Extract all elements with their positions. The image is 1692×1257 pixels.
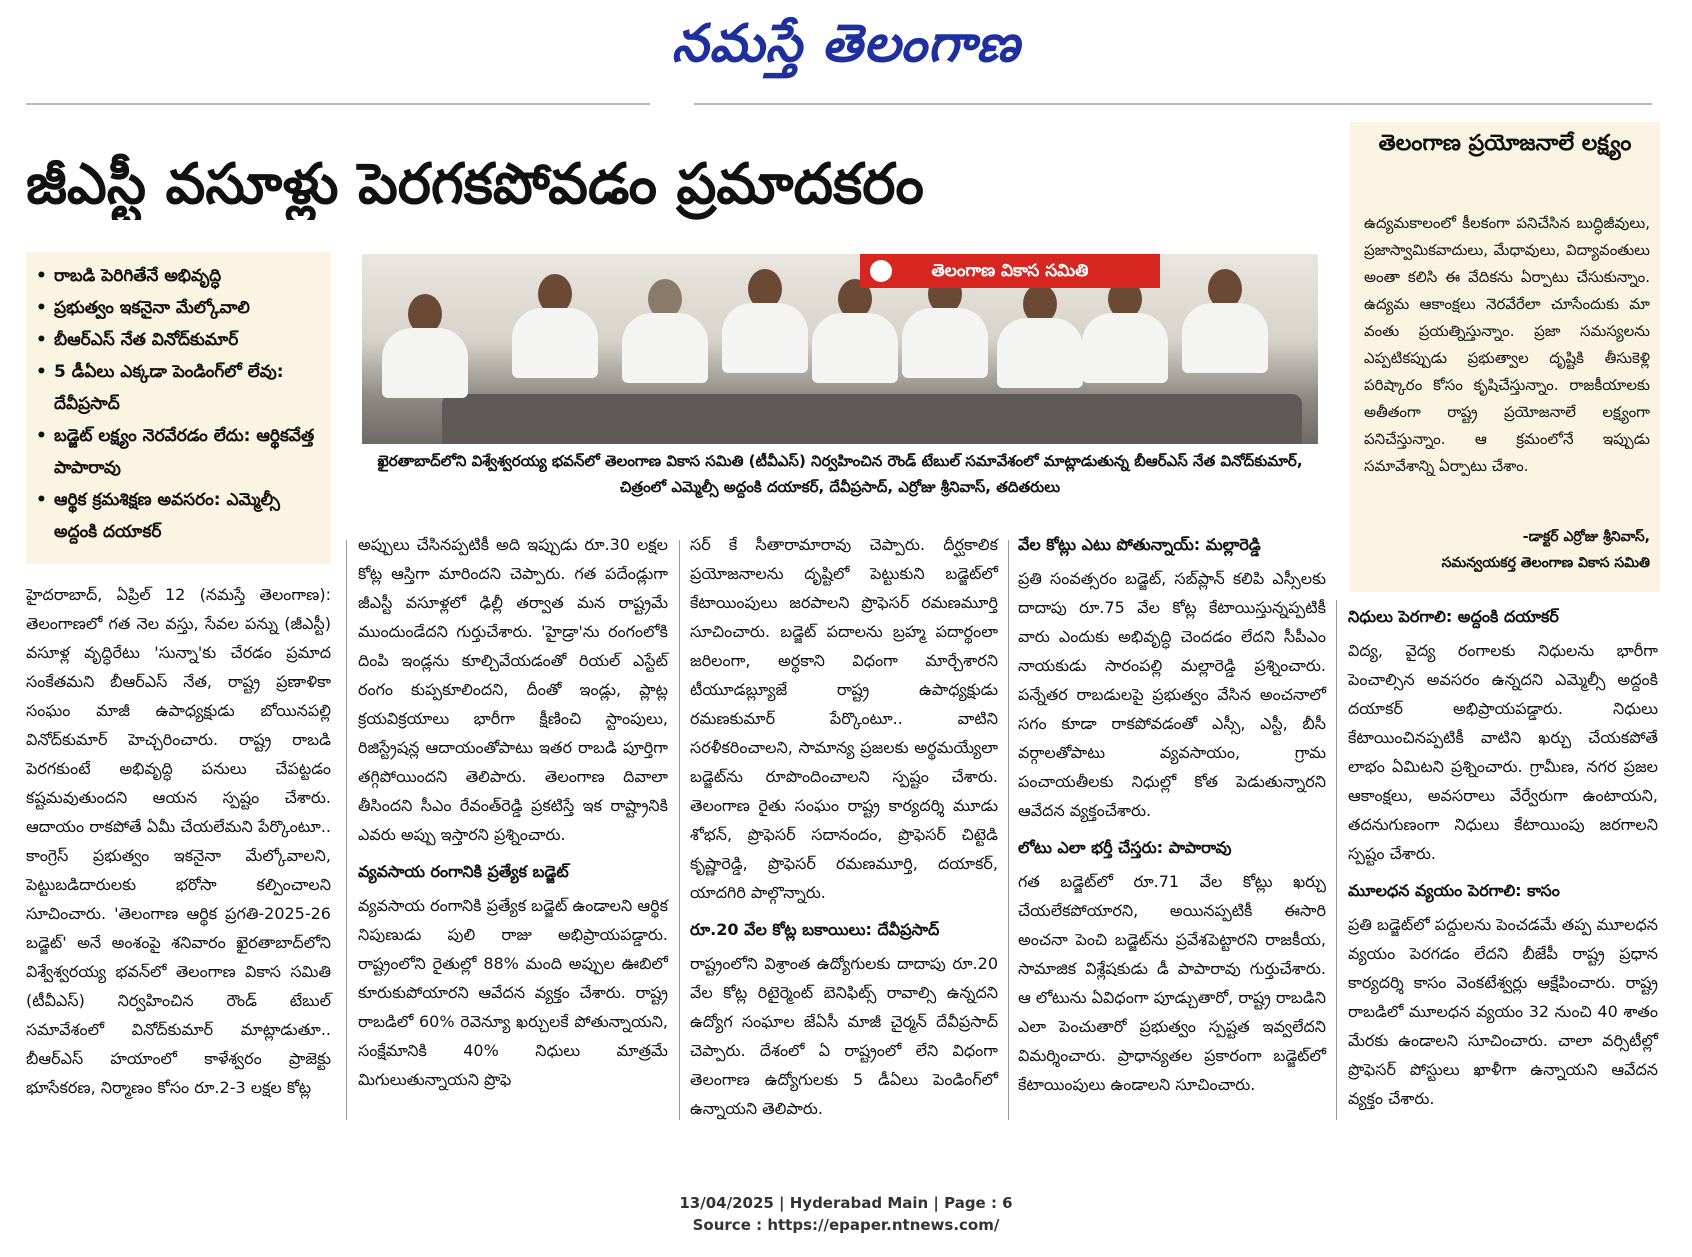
article-column-3 [690,530,998,1123]
column-subhead: లోటు ఎలా భర్తీ చేస్తరు: పాపారావు [1018,838,1232,857]
article-column-2 [358,530,668,1094]
column-text: గత బడ్జెట్‌లో రూ.71 వేల కోట్లు ఖర్చు చేయలేకపోయారని, అయినప్పటికీ ఈసారి అంచనా పెంచి బడ్జెట్‌ను ప్రవేశపెట్టారని రాజకీయ, సామాజిక విశ్లేషకుడు డీ పాపారావు గుర్తుచేశారు. ఆ లోటును ఏవిధంగా పూడ్చుతారో, రాష్ట్ర రాబడిని ఎలా పెంచుతారో ప్రభుత్వం స్పష్టత ఇవ్వలేదని విమర్శించారు. ప్రాధాన్యతల ప్రకారంగా బడ్జెట్‌లో కేటాయింపులు ఉండాలని సూచించారు. [1018,872,1326,1094]
highlight-item: • ప్రభుత్వం ఇకనైనా మేల్కోవాలి [34,292,326,324]
column-text: విద్య, వైద్య రంగాలకు నిధులను భారీగా పెంచాల్సిన అవసరం ఉన్నదని ఎమ్మెల్సీ అద్దంకి దయాకర్ అభిప్రాయపడ్డారు. నిధులు కేటాయించినప్పటికీ వాటిని ఖర్చు చేయకపోతే లాభం ఏమిటని ప్రశ్నించారు. గ్రామీణ, నగర ప్రజల ఆకాంక్షలు, అవసరాలు వేర్వేరుగా ఉంటాయని, తదనుగుణంగా నిధులు కేటాయింపు జరగాలని స్పష్టం చేశారు. [1348,641,1658,863]
article-column-4 [1018,530,1326,1099]
column-text: హైదరాబాద్, ఏప్రిల్ 12 (నమస్తే తెలంగాణ): తెలంగాణలో గత నెల వస్తు, సేవల పన్ను (జీఎస్టీ) వసూళ్ల వృద్ధిరేటు 'సున్నా'కు చేరడం ప్రమాద సంకేతమని బీఆర్‌ఎస్ నేత, రాష్ట్ర ప్రణాళికా సంఘం మాజీ ఉపాధ్యక్షుడు బోయినపల్లి వినోద్‌కుమార్ హెచ్చరించారు. రాష్ట్ర రాబడి పెరగకుంటే అభివృద్ధి పనులు చేపట్టడం కష్టమవుతుందని ఆయన స్పష్టం చేశారు. ఆదాయం రాకపోతే ఏమీ చేయలేమని పేర్కొంటూ.. కాంగ్రెస్ ప్రభుత్వం ఇకనైనా మేల్కోవాలని, పెట్టుబడిదారులకు భరోసా కల్పించాలని సూచించారు. 'తెలంగాణ ఆర్థిక ప్రగతి-2025-26 బడ్జెట్' అనే అంశంపై శనివారం ఖైరతాబాద్‌లోని విశ్వేశ్వరయ్య భవన్‌లో తెలంగాణ వికాస సమితి (టీవీఎస్) నిర్వహించిన రౌండ్ టేబుల్ సమావేశంలో వినోద్‌కుమార్ మాట్లాడుతూ.. బీఆర్‌ఎస్ హయాంలో కాళేశ్వరం ప్రాజెక్టు భూసేకరణ, నిర్మాణం కోసం రూ.2-3 లక్షల కోట్ల [26,585,331,1097]
column-text: అప్పులు చేసినప్పటికీ అది ఇప్పుడు రూ.30 లక్షల కోట్ల ఆస్తిగా మారిందని చెప్పారు. గత పదేండ్లుగా జీఎస్టీ వసూళ్లలో ఢిల్లీ తర్వాత మన రాష్ట్రమే ముందుండేదని గుర్తుచేశారు. 'హైడ్రా'ను రంగంలోకి దింపి ఇండ్లను కూల్చివేయడంతో రియల్ ఎస్టేట్ రంగం కుప్పకూలిందని, దీంతో ఇండ్లు, ప్లాట్ల క్రయవిక్రయాలు భారీగా క్షీణించి స్టాంపులు, రిజిస్ట్రేషన్ల ఆదాయంతోపాటు ఇతర రాబడి పూర్తిగా తగ్గిపోయిందని తెలిపారు. తెలంగాణ దివాలా తీసిందని సీఎం రేవంత్‌రెడ్డి ప్రకటిస్తే ఇక రాష్ట్రానికి ఎవరు అప్పు ఇస్తారని ప్రశ్నించారు. [358,535,668,844]
column-text: ప్రతి బడ్జెట్‌లో పద్దులను పెంచడమే తప్ప మూలధన వ్యయం పెరగడం లేదని బీజేపీ రాష్ట్ర ప్రధాన కార్యదర్శి కాసం వెంకటేశ్వర్లు ఆక్షేపించారు. రాష్ట్ర రాబడిలో మూలధన వ్యయం 32 నుంచి 40 శాతం మేరకు ఉండాలని సూచించారు. చాలా వర్సిటీల్లో ప్రొఫెసర్ పోస్టులు ఖాళీగా ఉన్నాయని ఆవేదన వ్యక్తం చేశారు. [1348,915,1658,1108]
column-divider [1336,600,1337,1120]
sidebar-title: తెలంగాణ ప్రయోజనాలే లక్ష్యం [1378,131,1632,156]
column-divider [346,540,347,1120]
column-subhead: వ్యవసాయ రంగానికి ప్రత్యేక బడ్జెట్ [358,862,569,881]
column-subhead: వేల కోట్లు ఎటు పోతున్నాయ్: మల్లారెడ్డి [1018,535,1261,554]
column-text: రాష్ట్రంలోని విశ్రాంత ఉద్యోగులకు దాదాపు రూ.20 వేల కోట్ల రిటైర్మెంట్ బెనిఫిట్స్ రావాల్సి ఉన్నదని ఉద్యోగ సంఘాల జేఏసీ మాజీ చైర్మన్ దేవీప్రసాద్ చెప్పారు. దేశంలో ఏ రాష్ట్రంలో లేని విధంగా తెలంగాణ ఉద్యోగులకు 5 డీఏలు పెండింగ్‌లో ఉన్నాయని తెలిపారు. [690,954,998,1118]
signature-name: -డాక్టర్ ఎర్రోజు శ్రీనివాస్, [1522,529,1650,545]
sidebar-body: ఉద్యమకాలంలో కీలకంగా పనిచేసిన బుద్ధిజీవులు, ప్రజాస్వామికవాదులు, మేధావులు, విద్యావంతులు అంతా కలిసి ఈ వేదికను ఏర్పాటు చేసుకున్నాం. ఉద్యమ ఆకాంక్షలు నెరవేరేలా చూసేందుకు మా వంతు ప్రయత్నిస్తున్నాం. ప్రజా సమస్యలను ఎప్పటికప్పుడు ప్రభుత్వాల దృష్టికి తీసుకెళ్లి పరిష్కారం కోసం కృషిచేస్తున్నాం. రాజకీయాలకు అతీతంగా రాష్ట్ర ప్రయోజనాలే లక్ష్యంగా పనిచేస్తున్నాం. ఆ క్రమంలోనే ఇప్పుడు సమావేశాన్ని ఏర్పాటు చేశాం. [1364,214,1650,475]
column-subhead: రూ.20 వేల కోట్ల బకాయిలు: దేవీప్రసాద్ [690,920,940,939]
highlights-list [34,260,326,548]
tvs-logo-icon [870,260,892,282]
masthead-logo: నమస్తే తెలంగాణ [671,13,1021,74]
column-text: సర్ కే సీతారామారావు చెప్పారు. దీర్ఘకాలిక ప్రయోజనాలను దృష్టిలో పెట్టుకుని బడ్జెట్‌లో కేటాయింపులు జరపాలని ప్రొఫెసర్ రమణమూర్తి సూచించారు. బడ్జెట్ పదాలను బ్రహ్మ పదార్థంలా జరిలంగా, అర్థకాని విధంగా మార్చేశారని టీయూడబ్ల్యూజే రాష్ట్ర ఉపాధ్యక్షుడు రమణకుమార్ పేర్కొంటూ.. వాటిని సరళీకరించాలని, సామాన్య ప్రజలకు అర్థమయ్యేలా బడ్జెట్‌ను రూపొందించాలని స్పష్టం చేశారు. తెలంగాణ రైతు సంఘం రాష్ట్ర కార్యదర్శి మూడు శోభన్, ప్రొఫెసర్ సదానందం, ప్రొఫెసర్ చిట్టెడి కృష్ణారెడ్డి, ప్రొఫెసర్ రమణమూర్తి, దయాకర్, యాదగిరి పాల్గొన్నారు. [690,535,998,902]
headline: జీఎస్టీ వసూళ్లు పెరగకపోవడం ప్రమాదకరం [26,152,924,217]
masthead-rule-right [694,103,1652,105]
column-subhead: మూలధన వ్యయం పెరగాలి: కాసం [1348,881,1560,900]
column-divider [1008,540,1009,1120]
meeting-photo [362,254,1318,444]
column-text: వ్యవసాయ రంగానికి ప్రత్యేక బడ్జెట్ ఉండాలని ఆర్థిక నిపుణుడు పులి రాజు అభిప్రాయపడ్డారు. రాష్ట్రంలోని రైతుల్లో 88% మంది అప్పుల ఊబిలో కూరుకుపోయారని ఆవేదన వ్యక్తం చేశారు. రాష్ట్ర రాబడిలో 60% రెవెన్యూ ఖర్చులకే పోతున్నాయని, సంక్షేమానికి 40% నిధులు మాత్రమే మిగులుతున్నాయని ప్రొఫె [358,896,668,1089]
footer-dateline: 13/04/2025 | Hyderabad Main | Page : 6 [679,1194,1013,1212]
banner-text: తెలంగాణ వికాస సమితి [931,261,1089,281]
footer-source: Source : https://epaper.ntnews.com/ [692,1216,1000,1234]
signature-role: సమన్వయకర్త తెలంగాణ వికాస సమితి [1441,555,1650,571]
highlight-item: • రాబడి పెరిగితేనే అభివృద్ధి [34,260,326,292]
article-column-5 [1348,602,1658,1113]
highlight-item: • ఆర్థిక క్రమశిక్షణ అవసరం: ఎమ్మెల్సీ అద్దంకి దయాకర్ [34,484,326,548]
highlight-item: • బడ్జెట్ లక్ష్యం నెరవేరడం లేదు: ఆర్థికవేత్త పాపారావు [34,420,326,484]
conference-table [442,394,1302,444]
photo-caption: ఖైరతాబాద్‌లోని విశ్వేశ్వరయ్య భవన్‌లో తెలంగాణ వికాస సమితి (టీవీఎస్) నిర్వహించిన రౌండ్ టేబుల్ సమావేశంలో మాట్లాడుతున్న బీఆర్‌ఎస్ నేత వినోద్‌కుమార్, చిత్రంలో ఎమ్మెల్సీ అద్దంకి దయాకర్, దేవీప్రసాద్, ఎర్రోజు శ్రీనివాస్, తదితరులు [377,452,1303,496]
column-text: ప్రతి సంవత్సరం బడ్జెట్, సబ్‌ప్లాన్ కలిపి ఎస్సీలకు దాదాపు రూ.75 వేల కోట్ల కేటాయిస్తున్నప్పటికీ వారు ఎందుకు అభివృద్ధి చెందడం లేదని సీపీఎం నాయకుడు సారంపల్లి మల్లారెడ్డి ప్రశ్నించారు. పన్నేతర రాబడులపై ప్రభుత్వం వేసిన అంచనాలో సగం కూడా రాకపోవడంతో ఎస్సీ, ఎస్టీ, బీసీ వర్గాలతోపాటు వ్యవసాయం, గ్రామ పంచాయతీలకు నిధుల్లో కోత పెడుతున్నారని ఆవేదన వ్యక్తంచేశారు. [1018,569,1326,820]
column-subhead: నిధులు పెరగాలి: అద్దంకి దయాకర్ [1348,607,1559,626]
masthead-rule-left [26,103,650,105]
article-column-1 [26,580,331,1102]
highlight-item: • 5 డీఏలు ఎక్కడా పెండింగ్‌లో లేవు: దేవీప్రసాద్ [34,356,326,420]
column-divider [679,540,680,1120]
highlight-item: • బీఆర్‌ఎస్ నేత వినోద్‌కుమార్ [34,324,326,356]
sidebar-signature [1364,524,1650,576]
photo-banner [860,254,1160,288]
